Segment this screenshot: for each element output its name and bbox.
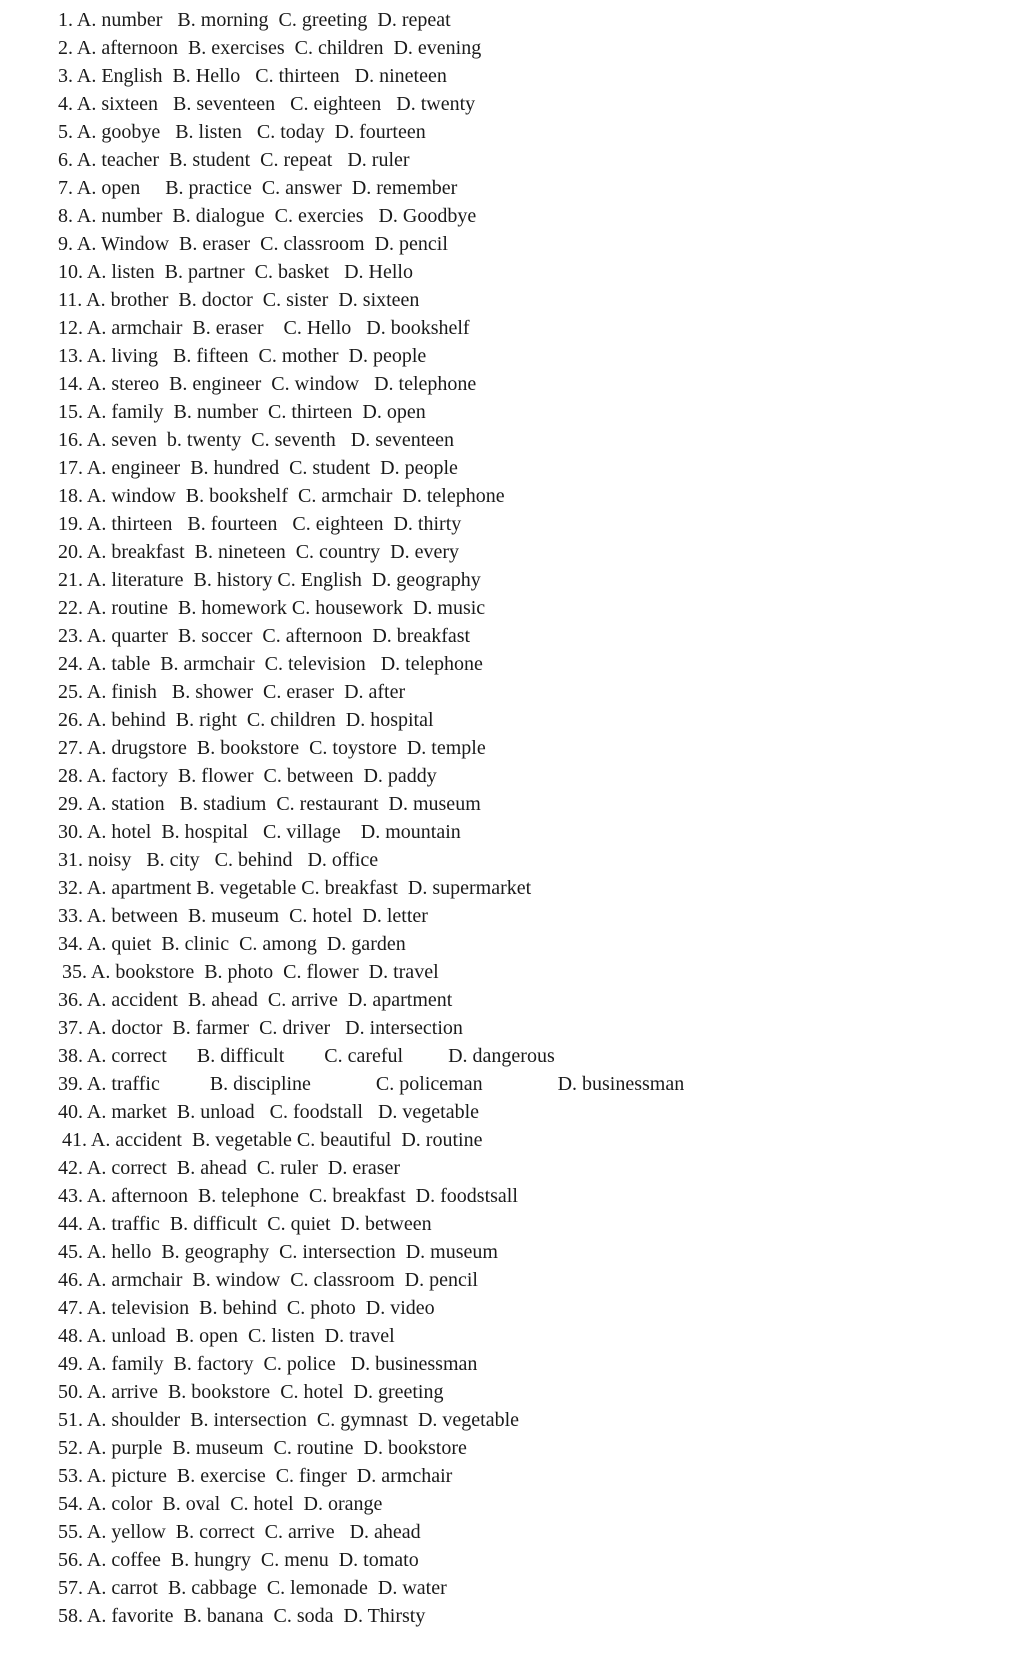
question-line: 10. A. listen B. partner C. basket D. Hello <box>58 261 413 283</box>
question-line: 30. A. hotel B. hospital C. village D. mountain <box>58 821 461 843</box>
question-line: 40. A. market B. unload C. foodstall D. vegetable <box>58 1101 480 1123</box>
question-line: 18. A. window B. bookshelf C. armchair D. telephone <box>58 485 505 507</box>
question-line: 7. A. open B. practice C. answer D. remember <box>58 177 458 199</box>
question-line: 34. A. quiet B. clinic C. among D. garden <box>58 933 406 955</box>
question-line: 5. A. goobye B. listen C. today D. fourteen <box>58 121 426 143</box>
question-line: 6. A. teacher B. student C. repeat D. ruler <box>58 149 410 171</box>
question-line: 2. A. afternoon B. exercises C. children D. evening <box>58 37 482 59</box>
question-line: 11. A. brother B. doctor C. sister D. sixteen <box>58 289 420 311</box>
question-line: 27. A. drugstore B. bookstore C. toystore D. temple <box>58 737 486 759</box>
question-line: 53. A. picture B. exercise C. finger D. armchair <box>58 1465 453 1487</box>
question-line: 51. A. shoulder B. intersection C. gymnast D. vegetable <box>58 1409 520 1431</box>
question-line: 31. noisy B. city C. behind D. office <box>58 849 379 871</box>
question-line: 37. A. doctor B. farmer C. driver D. intersection <box>58 1017 463 1039</box>
question-line: 1. A. number B. morning C. greeting D. repeat <box>58 9 451 31</box>
question-line: 56. A. coffee B. hungry C. menu D. tomato <box>58 1549 419 1571</box>
question-line: 43. A. afternoon B. telephone C. breakfast D. foodstsall <box>58 1185 518 1207</box>
question-line: 46. A. armchair B. window C. classroom D. pencil <box>58 1269 478 1291</box>
question-line: 44. A. traffic B. difficult C. quiet D. between <box>58 1213 432 1235</box>
question-line: 20. A. breakfast B. nineteen C. country D. every <box>58 541 460 563</box>
question-line: 49. A. family B. factory C. police D. businessman <box>58 1353 478 1375</box>
question-line: 9. A. Window B. eraser C. classroom D. pencil <box>58 233 448 255</box>
question-line: 33. A. between B. museum C. hotel D. letter <box>58 905 428 927</box>
question-line: 25. A. finish B. shower C. eraser D. after <box>58 681 406 703</box>
question-line: 15. A. family B. number C. thirteen D. open <box>58 401 426 423</box>
question-line: 21. A. literature B. history C. English D. geography <box>58 569 481 591</box>
question-line: 4. A. sixteen B. seventeen C. eighteen D. twenty <box>58 93 476 115</box>
question-line: 24. A. table B. armchair C. television D. telephone <box>58 653 483 675</box>
question-line: 22. A. routine B. homework C. housework D. music <box>58 597 486 619</box>
question-line: 12. A. armchair B. eraser C. Hello D. bookshelf <box>58 317 470 339</box>
question-line: 13. A. living B. fifteen C. mother D. people <box>58 345 427 367</box>
question-line: 19. A. thirteen B. fourteen C. eighteen D. thirty <box>58 513 462 535</box>
question-line: 3. A. English B. Hello C. thirteen D. nineteen <box>58 65 447 87</box>
question-line: 52. A. purple B. museum C. routine D. bookstore <box>58 1437 467 1459</box>
question-line: 29. A. station B. stadium C. restaurant D. museum <box>58 793 481 815</box>
question-line: 36. A. accident B. ahead C. arrive D. apartment <box>58 989 453 1011</box>
question-list <box>0 6 1024 1630</box>
question-line: 17. A. engineer B. hundred C. student D. people <box>58 457 458 479</box>
question-line: 54. A. color B. oval C. hotel D. orange <box>58 1493 383 1515</box>
question-line: 42. A. correct B. ahead C. ruler D. eraser <box>58 1157 401 1179</box>
question-line: 50. A. arrive B. bookstore C. hotel D. greeting <box>58 1381 444 1403</box>
question-line: 14. A. stereo B. engineer C. window D. telephone <box>58 373 477 395</box>
question-line: 35. A. bookstore B. photo C. flower D. travel <box>62 961 439 983</box>
question-line: 48. A. unload B. open C. listen D. travel <box>58 1325 395 1347</box>
question-line: 39. A. traffic B. discipline C. policeman D. businessman <box>58 1073 685 1095</box>
question-line: 16. A. seven b. twenty C. seventh D. seventeen <box>58 429 455 451</box>
question-line: 55. A. yellow B. correct C. arrive D. ahead <box>58 1521 421 1543</box>
question-line: 26. A. behind B. right C. children D. hospital <box>58 709 434 731</box>
question-line: 38. A. correct B. difficult C. careful D. dangerous <box>58 1045 555 1067</box>
question-line: 45. A. hello B. geography C. intersection D. museum <box>58 1241 498 1263</box>
question-line: 58. A. favorite B. banana C. soda D. Thirsty <box>58 1605 426 1627</box>
question-line: 41. A. accident B. vegetable C. beautiful D. routine <box>62 1129 483 1151</box>
question-line: 28. A. factory B. flower C. between D. paddy <box>58 765 437 787</box>
question-line: 57. A. carrot B. cabbage C. lemonade D. water <box>58 1577 447 1599</box>
question-line: 32. A. apartment B. vegetable C. breakfast D. supermarket <box>58 877 532 899</box>
question-line: 8. A. number B. dialogue C. exercies D. Goodbye <box>58 205 477 227</box>
question-line: 47. A. television B. behind C. photo D. video <box>58 1297 435 1319</box>
question-line: 23. A. quarter B. soccer C. afternoon D. breakfast <box>58 625 471 647</box>
